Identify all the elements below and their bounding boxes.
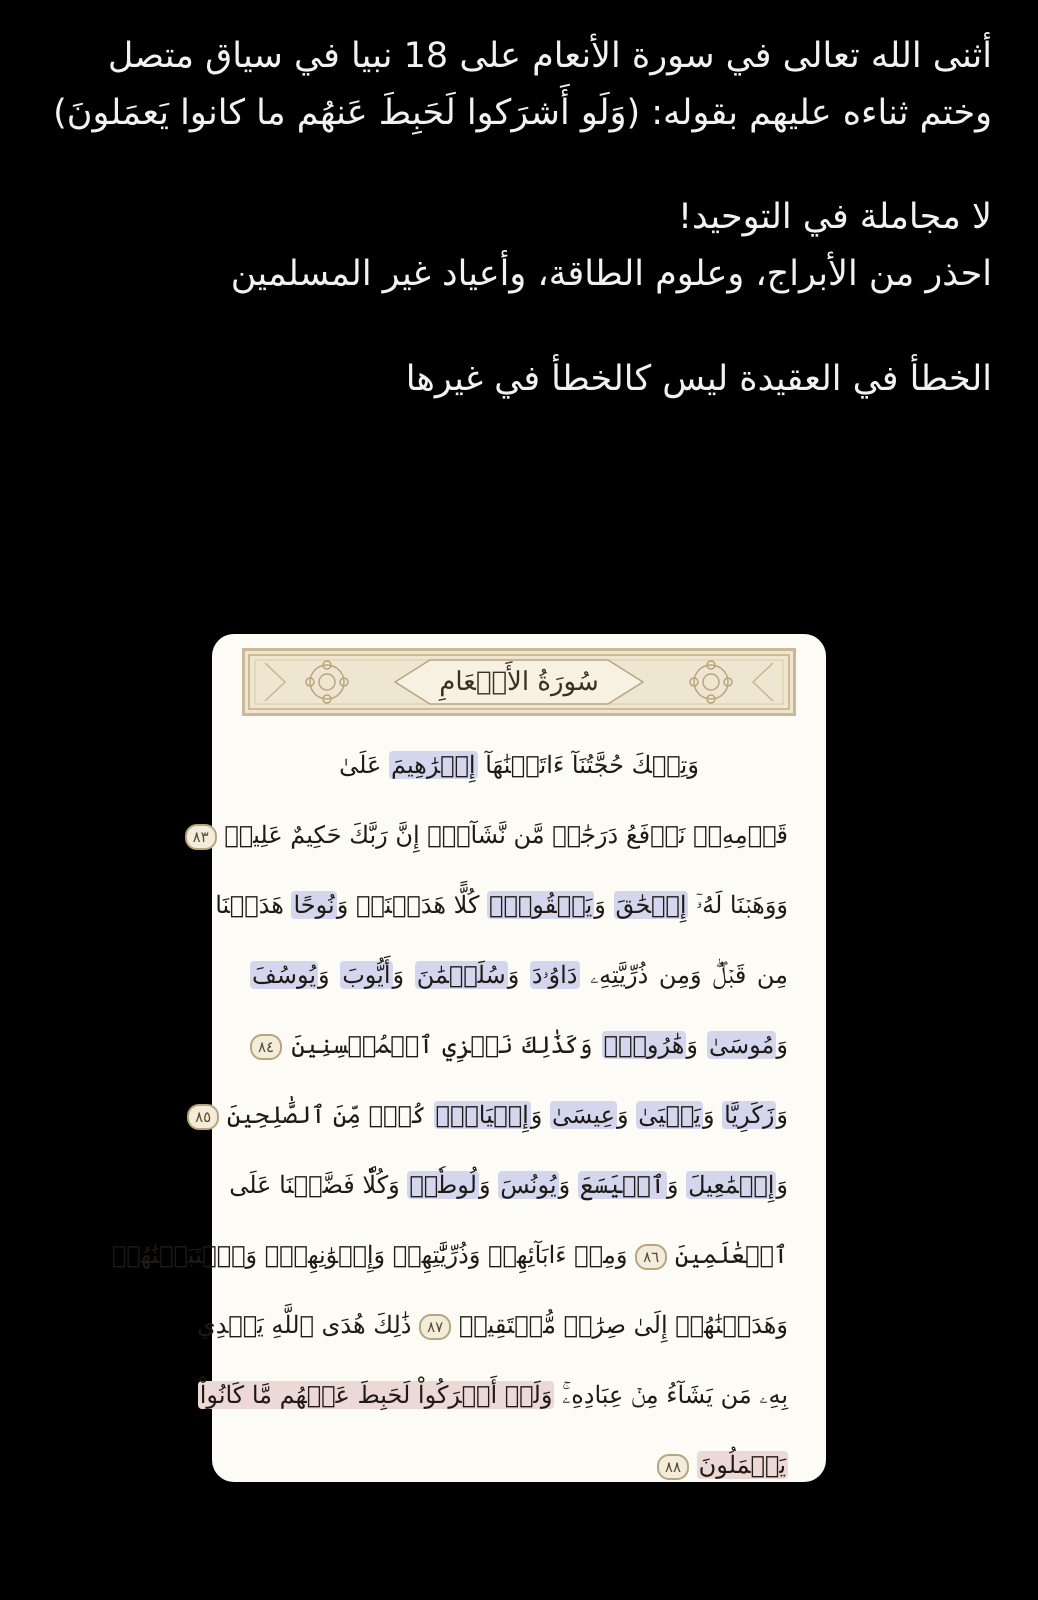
paragraph-gap (30, 141, 992, 189)
ayah-text: قَوۡمِهِۦۚ نَرۡفَعُ دَرَجَٰتٖ مَّن نَّشَآءُۗ إِنَّ رَبَّكَ حَكِيمٌ عَلِيمٞ (216, 821, 788, 849)
prophet-name-highlight: زَكَرِيَّا (724, 1101, 775, 1129)
post-line-creed: الخطأ في العقيدة ليس كالخطأ في غيرها (405, 358, 992, 399)
ayah-line (250, 940, 788, 1010)
mushaf-page-image (111, 634, 826, 1482)
prophet-name-highlight: أَيُّوبَ (342, 961, 391, 989)
post-text (30, 28, 992, 407)
post-line-warning: احذر من الأبراج، وعلوم الطاقة، وأعياد غير المسلمين (230, 254, 992, 295)
post-line-praise: أثنى الله تعالى في سورة الأنعام على 18 نبيا في سياق متصل (107, 36, 992, 76)
ayah-text: وَ (616, 1101, 637, 1129)
ayah-number-marker: ٨٦ (635, 1244, 667, 1270)
ayah-text: وَوَهَبۡنَا لَهُۥٓ (688, 891, 788, 919)
surah-title: سُورَةُ الأَنۡعَامِ (439, 667, 599, 697)
ayah-text: وَ (776, 1031, 788, 1059)
ayah-text-block (111, 730, 788, 1500)
ayah-line (111, 1220, 788, 1290)
prophet-name-highlight: إِبۡرَٰهِيمَ (390, 751, 476, 779)
ayah-text: ذَٰلِكَ هُدَى ٱللَّهِ يَهۡدِي (196, 1311, 420, 1339)
ayah-text: وَكُلّٗا فَضَّلۡنَا عَلَى (229, 1171, 408, 1199)
ayah-number-marker: ٨٤ (250, 1034, 282, 1060)
ayah-text: وَمِنۡ ءَابَآئِهِمۡ وَذُرِّيَّٰتِهِمۡ وَإِخۡوَٰنِهِمۡۖ وَٱجۡتَبَيۡنَٰهُمۡ (111, 1241, 636, 1269)
ayah-text: كُلًّا هَدَيۡنَاۚ وَ (336, 891, 488, 919)
prophet-name-highlight: إِلۡيَاسَۖ (435, 1101, 529, 1129)
ayah-text: مِن قَبۡلُۖ وَمِن ذُرِّيَّتِهِۦ (579, 961, 788, 989)
ayah-line (250, 730, 788, 800)
ayah-line (199, 1360, 788, 1430)
ayah-line (196, 1290, 788, 1360)
ayah-text: وَكَذَٰلِكَ نَجۡزِي ٱلۡمُحۡسِنِينَ (282, 1031, 602, 1059)
prophet-name-highlight: لُوطٗاۚ (409, 1171, 477, 1199)
ayah-number-marker: ٨٣ (185, 824, 217, 850)
prophet-name-highlight: يُونُسَ (500, 1171, 557, 1199)
prophet-name-highlight: دَاوُۥدَ (531, 961, 578, 989)
prophet-name-highlight: إِسۡحَٰقَ (615, 891, 687, 919)
ayah-line (215, 870, 788, 940)
prophet-name-highlight: هَٰرُونَۚ (603, 1031, 685, 1059)
prophet-name-highlight: يَعۡقُوبَۚ (489, 891, 593, 919)
prophet-name-highlight: عِيسَىٰ (552, 1101, 615, 1129)
ayah-text: بِهِۦ مَن يَشَآءُ مِنۡ عِبَادِهِۦۚ (554, 1381, 788, 1409)
ayah-line (250, 1430, 788, 1500)
prophet-name-highlight: ٱلۡيَسَعَ (579, 1171, 665, 1199)
prophet-name-highlight: يَحۡيَىٰ (638, 1101, 701, 1129)
ayah-text: وَ (558, 1171, 578, 1199)
ayah-number-marker: ٨٨ (657, 1454, 689, 1480)
ayah-text: وَ (478, 1171, 499, 1199)
ayah-text: عَلَىٰ (339, 751, 389, 779)
prophet-name-highlight: مُوسَىٰ (709, 1031, 775, 1059)
surah-header-banner (242, 648, 796, 716)
ayah-line (195, 1080, 788, 1150)
ayah-text: وَهَدَيۡنَٰهُمۡ إِلَىٰ صِرَٰطٖ مُّسۡتَقِيمٖ (451, 1311, 788, 1339)
prophet-name-highlight: نُوحًا (293, 891, 335, 919)
ayah-text: وَ (392, 961, 415, 989)
shirk-verse-highlight: وَلَوۡ أَشۡرَكُواْ لَحَبِطَ عَنۡهُم مَّا كَانُواْ (199, 1381, 553, 1409)
ayah-text: وَ (507, 961, 530, 989)
ayah-text (689, 1451, 697, 1479)
ayah-line (192, 800, 788, 870)
ayah-text: هَدَيۡنَا (215, 891, 292, 919)
ayah-text: وَ (686, 1031, 708, 1059)
prophet-name-highlight: إِسۡمَٰعِيلَ (688, 1171, 775, 1199)
ayah-text: وَتِلۡكَ حُجَّتُنَآ ءَاتَيۡنَٰهَآ (477, 751, 699, 779)
ayah-text: وَ (666, 1171, 687, 1199)
ayah-text: وَ (594, 891, 614, 919)
paragraph-gap (30, 303, 992, 351)
prophet-name-highlight: سُلَيۡمَٰنَ (416, 961, 506, 989)
post-line-tawheed: لا مجاملة في التوحيد! (678, 197, 992, 238)
ayah-line (229, 1150, 788, 1220)
ayah-text: وَ (776, 1171, 788, 1199)
prophet-name-highlight: يُوسُفَ (252, 961, 317, 989)
ayah-text: كُلّٞ مِّنَ ٱلصَّٰلِحِينَ (219, 1101, 434, 1129)
ayah-number-marker: ٨٧ (419, 1314, 451, 1340)
ayah-text: وَ (530, 1101, 550, 1129)
ayah-text: وَ (776, 1101, 788, 1129)
ayah-number-marker: ٨٥ (187, 1104, 219, 1130)
shirk-verse-highlight: يَعۡمَلُونَ (698, 1451, 786, 1479)
ayah-text: وَ (318, 961, 341, 989)
ayah-line (250, 1010, 788, 1080)
ayah-text: ٱلۡعَٰلَمِينَ (667, 1241, 788, 1269)
post-line-closing: وختم ثناءه عليهم بقوله: (وَلَو أَشرَكوا لَحَبِطَ عَنهُم ما كانوا يَعمَلونَ) (53, 92, 992, 133)
ayah-text: وَ (702, 1101, 723, 1129)
